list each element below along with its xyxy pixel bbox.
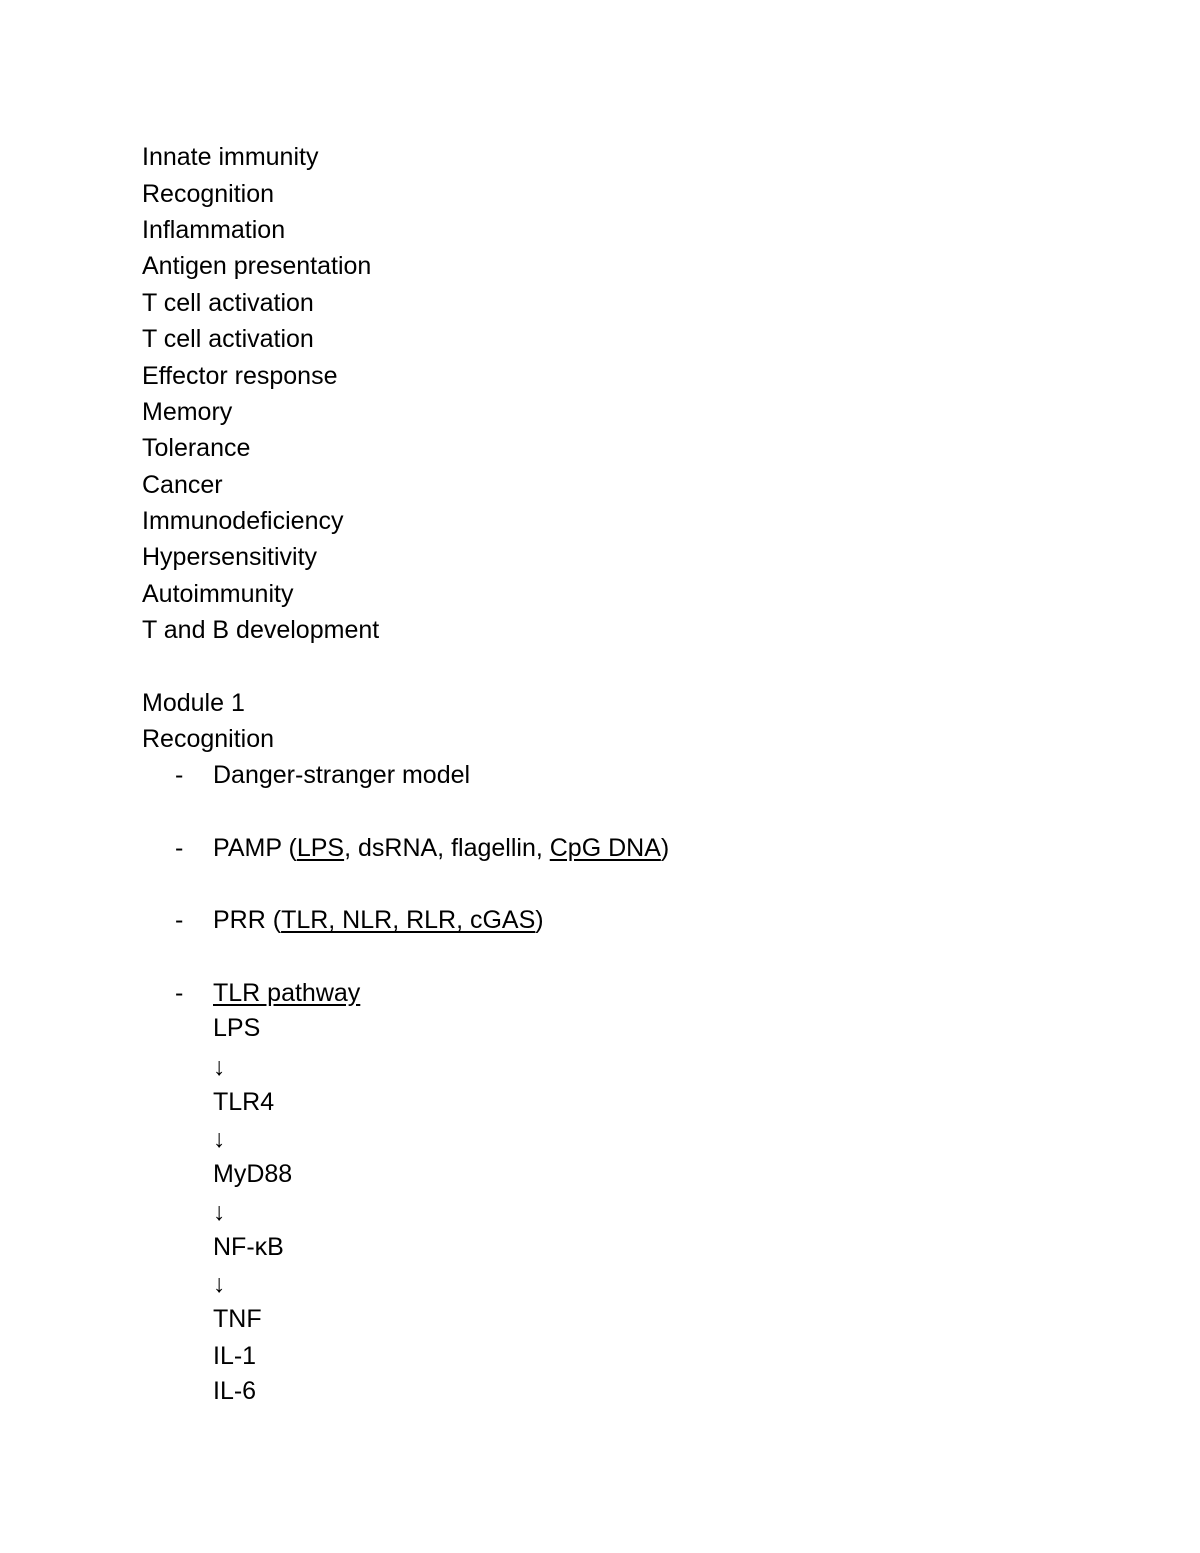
pamp-suffix: ): [660, 834, 670, 862]
pathway-output-tnf: TNF: [213, 1305, 262, 1333]
outline-item-memory: Memory: [142, 398, 233, 426]
pathway-arrow-down-icon: ↓: [213, 1053, 226, 1081]
pathway-step-lps: LPS: [213, 1014, 261, 1042]
bullet-prr: [213, 902, 544, 938]
pamp-prefix: PAMP (: [213, 834, 297, 862]
outline-item-cancer: Cancer: [142, 471, 223, 499]
pathway-step-myd88: MyD88: [213, 1160, 293, 1188]
pathway-arrow-down-icon: ↓: [213, 1198, 226, 1226]
prr-list-link[interactable]: TLR, NLR, RLR, cGAS: [281, 906, 536, 934]
bullet-pamp: [213, 830, 669, 866]
pathway-output-il-6: IL-6: [213, 1377, 257, 1405]
outline-item-antigen-presentation: Antigen presentation: [142, 252, 372, 280]
outline-item-autoimmunity: Autoimmunity: [142, 580, 294, 608]
bullet-marker: -: [175, 834, 184, 862]
outline-item-t-and-b-development: T and B development: [142, 616, 380, 644]
outline-item-hypersensitivity: Hypersensitivity: [142, 543, 318, 571]
pamp-lps-link[interactable]: LPS: [296, 834, 345, 862]
outline-item-t-cell-activation-2: T cell activation: [142, 325, 314, 353]
outline-item-recognition: Recognition: [142, 180, 275, 208]
prr-suffix: ): [535, 906, 544, 934]
outline-item-t-cell-activation: T cell activation: [142, 289, 314, 317]
outline-item-effector-response: Effector response: [142, 362, 338, 390]
bullet-danger-stranger: Danger-stranger model: [213, 761, 471, 789]
outline-item-immunodeficiency: Immunodeficiency: [142, 507, 344, 535]
bullet-marker: -: [175, 761, 184, 789]
tlr-pathway-heading-link[interactable]: TLR pathway: [213, 979, 361, 1007]
outline-item-innate-immunity: Innate immunity: [142, 143, 319, 171]
pamp-mid: , dsRNA, flagellin,: [344, 834, 550, 862]
pathway-arrow-down-icon: ↓: [213, 1125, 226, 1153]
prr-prefix: PRR (: [213, 906, 282, 934]
module-subtitle: Recognition: [142, 725, 275, 753]
pathway-arrow-down-icon: ↓: [213, 1270, 226, 1298]
pathway-output-il-1: IL-1: [213, 1342, 257, 1370]
bullet-marker: -: [175, 979, 184, 1007]
outline-item-inflammation: Inflammation: [142, 216, 286, 244]
pamp-cpg-link[interactable]: CpG DNA: [549, 834, 661, 862]
outline-item-tolerance: Tolerance: [142, 434, 251, 462]
bullet-marker: -: [175, 906, 184, 934]
pathway-step-tlr4: TLR4: [213, 1088, 275, 1116]
pathway-step-nf-kb: NF-κB: [213, 1233, 284, 1261]
module-title: Module 1: [142, 689, 245, 717]
